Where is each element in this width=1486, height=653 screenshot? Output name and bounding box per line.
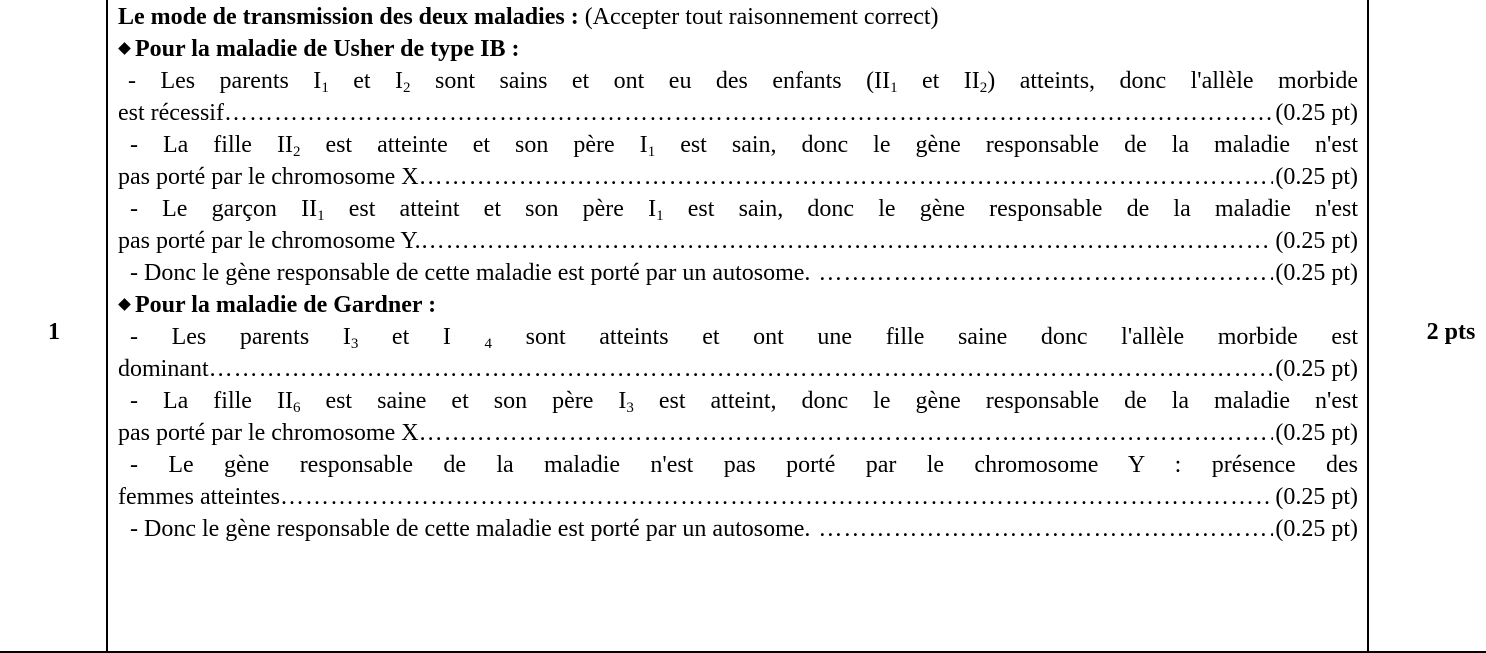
score-label: (0.25 pt) (1275, 356, 1358, 382)
gardner-p3-line2: femmes atteintes ………………………………………………………………………………………………………………………………………………………………………………………………………… (0.25 pt) (118, 481, 1358, 513)
diamond-bullet-icon (118, 299, 131, 312)
gardner-p3-line1: - Le gène responsable de la maladie n'est pas porté par le chromosome Y : présence des (130, 452, 1358, 478)
gardner-p2-line1: - La fille $II_6$ est saine et son père $I_3$ est atteint, donc le gène responsable de la maladie n'est (130, 388, 1358, 416)
score-label: (0.25 pt) (1275, 420, 1358, 446)
score-label: (0.25 pt) (1275, 164, 1358, 190)
score-label: (0.25 pt) (1275, 228, 1358, 254)
points-total: 2 pts (1426, 319, 1476, 345)
usher-p3-line1: - Le garçon $II_1$ est atteint et son père $I_1$ est sain, donc le gène responsable de la maladie n'est (130, 196, 1358, 224)
usher-title-line (118, 33, 1358, 65)
answer-content (118, 1, 1358, 545)
gardner-p1-line2: dominant ………………………………………………………………………………………………………………………………………………………………………………………………………… (0.25 pt) (118, 353, 1358, 385)
gardner-p4-line: - Donc le gène responsable de cette maladie est porté par un autosome. ………………………………………………………………………………………………………………………………………………………………………………………………………… (0.25 pt) (118, 513, 1358, 545)
heading-title: Le mode de transmission des deux maladies : (118, 4, 579, 30)
usher-p3-line2: pas porté par le chromosome Y. ………………………………………………………………………………………………………………………………………………………………………………………………………… (0.25 pt) (118, 225, 1358, 257)
usher-p1-line1: - Les parents $I_1$ et $I_2$ sont sains et ont eu des enfants ($II_1$ et $II_2$) atteints, donc l'allèle morbide (128, 68, 1358, 96)
gardner-title-line (118, 289, 1358, 321)
heading-note: (Accepter tout raisonnement correct) (584, 4, 939, 30)
score-label: (0.25 pt) (1275, 260, 1358, 286)
usher-p1-line2: est récessif ………………………………………………………………………………………………………………………………………………………………………………………………………… (0.25 pt) (118, 97, 1358, 129)
gardner-p1-line1: - Les parents $I_3$ et I $_4$ sont atteints et ont une fille saine donc l'allèle morbide est (130, 324, 1358, 352)
column-divider-right (1367, 0, 1369, 653)
score-label: (0.25 pt) (1275, 484, 1358, 510)
usher-title: Pour la maladie de Usher de type IB : (135, 36, 520, 62)
usher-p2-line1: - La fille $II_2$ est atteinte et son père $I_1$ est sain, donc le gène responsable de la maladie n'est (130, 132, 1358, 160)
usher-p4-line: - Donc le gène responsable de cette maladie est porté par un autosome. ………………………………………………………………………………………………………………………………………………………………………………………………………… (0.25 pt) (118, 257, 1358, 289)
gardner-p2-line2: pas porté par le chromosome X ………………………………………………………………………………………………………………………………………………………………………………………………………… (0.25 pt) (118, 417, 1358, 449)
question-number: 1 (48, 319, 60, 345)
usher-p2-line2: pas porté par le chromosome X ………………………………………………………………………………………………………………………………………………………………………………………………………… (0.25 pt) (118, 161, 1358, 193)
heading-line (118, 1, 1358, 33)
score-label: (0.25 pt) (1275, 100, 1358, 126)
gardner-title: Pour la maladie de Gardner : (135, 292, 437, 318)
diamond-bullet-icon (118, 43, 131, 56)
score-label: (0.25 pt) (1275, 516, 1358, 542)
